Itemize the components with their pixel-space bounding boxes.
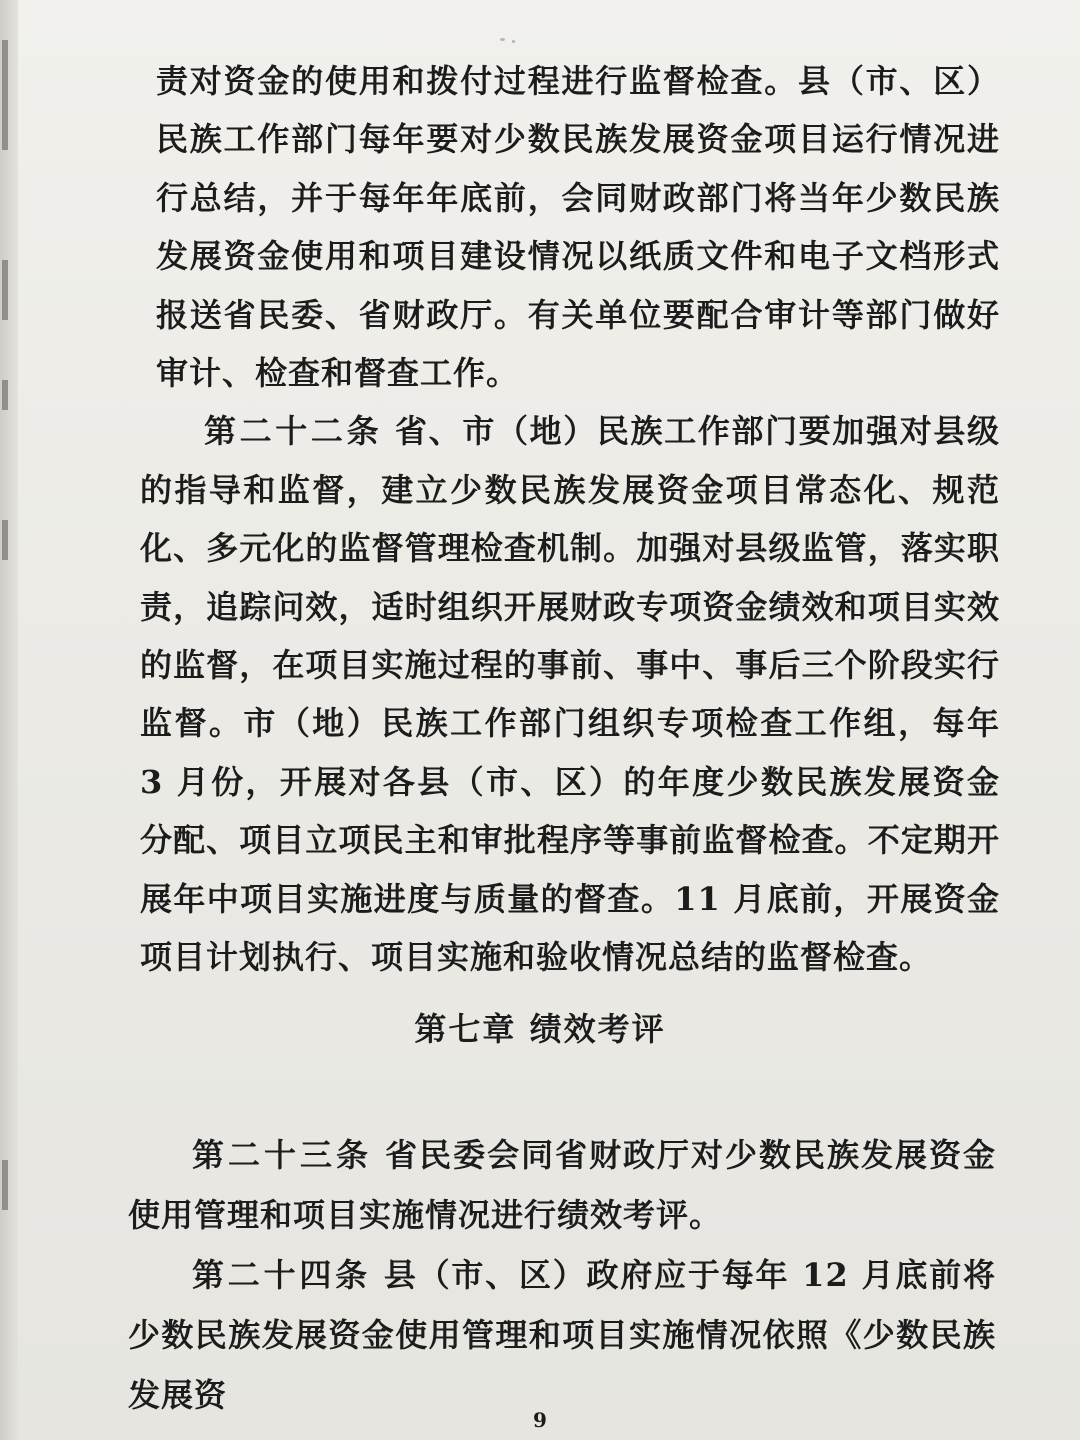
article-24-text: 县（市、区）政府应于每年 12 月底前将少数民族发展资金使用管理和项目实施情况依照《少数民族发展资	[128, 1256, 996, 1414]
chapter-title: 第七章 绩效考评	[414, 1010, 666, 1048]
body-text-top	[140, 52, 1000, 987]
page-binding-edge	[0, 0, 18, 1440]
paper-speck	[512, 40, 515, 43]
article-22-paragraph	[140, 402, 1000, 986]
binding-shadow	[2, 380, 8, 410]
body-text-bottom	[128, 1125, 996, 1425]
article-23-number: 第二十三条	[192, 1136, 372, 1174]
binding-shadow	[2, 40, 8, 150]
article-24-paragraph	[128, 1245, 996, 1425]
article-23-paragraph	[128, 1125, 996, 1245]
article-22-number: 第二十二条	[204, 412, 383, 451]
paper-speck	[500, 38, 505, 41]
article-22-text: 省、市（地）民族工作部门要加强对县级的指导和监督，建立少数民族发展资金项目常态化、规范化、多元化的监督管理检查机制。加强对县级监管，落实职责，追踪问效，适时组织开展财政专项资金绩效和项目实效的监督，在项目实施过程的事前、事中、事后三个阶段实行监督。市（地）民族工作部门组织专项检查工作组，每年 3 月份，开展对各县（市、区）的年度少数民族发展资金分配、项目立项民主和审批程序等事前监督检查。不定期开展年中项目实施进度与质量的督查。11 月底前，开展资金项目计划执行、项目实施和验收情况总结的监督检查。	[140, 412, 1000, 977]
page-number: 9	[533, 1408, 547, 1432]
binding-shadow	[2, 260, 8, 320]
article-23-text: 省民委会同省财政厅对少数民族发展资金使用管理和项目实施情况进行绩效考评。	[128, 1136, 996, 1234]
paragraph-continued: 责对资金的使用和拨付过程进行监督检查。县（市、区）民族工作部门每年要对少数民族发展资金项目运行情况进行总结，并于每年年底前，会同财政部门将当年少数民族发展资金使用和项目建设情况以纸质文件和电子文档形式报送省民委、省财政厅。有关单位要配合审计等部门做好审计、检查和督查工作。	[156, 62, 1000, 393]
binding-shadow	[2, 1160, 8, 1210]
binding-shadow	[2, 520, 8, 560]
article-24-number: 第二十四条	[192, 1256, 371, 1294]
